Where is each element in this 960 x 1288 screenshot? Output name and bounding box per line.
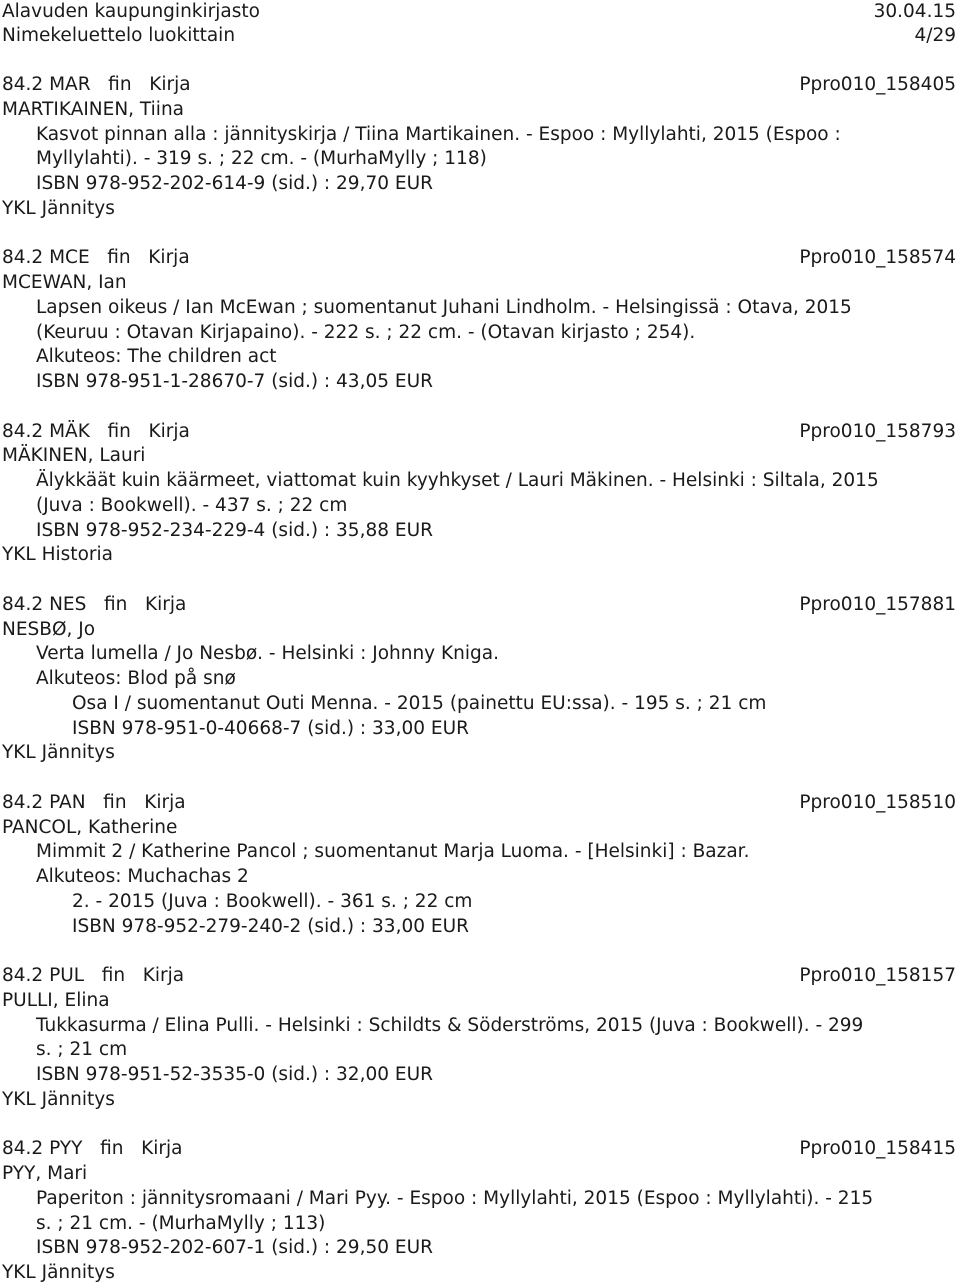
record-id: Ppro010_158415 <box>799 1138 956 1160</box>
description-line: s. ; 21 cm <box>36 1039 128 1061</box>
call-number: 84.2 NES fin Kirja <box>2 593 187 615</box>
description-line: (Juva : Bookwell). - 437 s. ; 22 cm <box>36 494 348 516</box>
call-number: 84.2 PAN fin Kirja <box>2 791 186 813</box>
author: NESBØ, Jo <box>2 618 96 640</box>
description-line: 2. - 2015 (Juva : Bookwell). - 361 s. ; 22 cm <box>72 890 473 912</box>
description-line: Kasvot pinnan alla : jännityskirja / Tiina Martikainen. - Espoo : Myllylahti, 2015 (Espoo : <box>36 123 841 145</box>
description-line: ISBN 978-952-279-240-2 (sid.) : 33,00 EUR <box>72 915 469 937</box>
call-number: 84.2 MCE fin Kirja <box>2 247 190 269</box>
description-line: Paperiton : jännitysromaani / Mari Pyy. - Espoo : Myllylahti, 2015 (Espoo : Myllylahti). - 215 <box>36 1187 874 1209</box>
author: PULLI, Elina <box>2 989 110 1011</box>
description-line: s. ; 21 cm. - (MurhaMylly ; 113) <box>36 1212 326 1234</box>
author: PANCOL, Katherine <box>2 816 178 838</box>
description-line: ISBN 978-952-202-607-1 (sid.) : 29,50 EUR <box>36 1237 433 1259</box>
description-line: ISBN 978-952-234-229-4 (sid.) : 35,88 EUR <box>36 519 433 541</box>
description-line: ISBN 978-952-202-614-9 (sid.) : 29,70 EUR <box>36 173 433 194</box>
description-line: Mimmit 2 / Katherine Pancol ; suomentanut Marja Luoma. - [Helsinki] : Bazar. <box>36 841 750 863</box>
description-line: Myllylahti). - 319 s. ; 22 cm. - (MurhaMylly ; 118) <box>36 148 487 170</box>
description-line: ISBN 978-951-0-40668-7 (sid.) : 33,00 EUR <box>72 717 469 739</box>
record-id: Ppro010_158510 <box>799 791 956 813</box>
subject-class: YKL Jännitys <box>2 197 115 219</box>
record-id: Ppro010_158793 <box>799 420 956 442</box>
call-number: 84.2 PYY fin Kirja <box>2 1138 183 1160</box>
page-number: 4/29 <box>914 25 956 46</box>
record-id: Ppro010_158157 <box>799 965 956 986</box>
author: MARTIKAINEN, Tiina <box>2 98 185 120</box>
description-line: Osa I / suomentanut Outi Menna. - 2015 (painettu EU:ssa). - 195 s. ; 21 cm <box>72 692 767 714</box>
description-line: Alkuteos: Muchachas 2 <box>36 866 249 887</box>
report-date: 30.04.15 <box>873 1 956 22</box>
call-number: 84.2 MÄK fin Kirja <box>2 420 190 442</box>
description-line: (Keuruu : Otavan Kirjapaino). - 222 s. ; 22 cm. - (Otavan kirjasto ; 254). <box>36 321 696 343</box>
description-line: Älykkäät kuin käärmeet, viattomat kuin kyyhkyset / Lauri Mäkinen. - Helsinki : Siltala, 2015 <box>36 470 879 491</box>
description-line: Lapsen oikeus / Ian McEwan ; suomentanut Juhani Lindholm. - Helsingissä : Otava, 2015 <box>36 296 852 318</box>
description-line: ISBN 978-951-52-3535-0 (sid.) : 32,00 EUR <box>36 1064 433 1085</box>
subject-class: YKL Jännitys <box>2 1262 115 1283</box>
description-line: Alkuteos: The children act <box>36 346 277 368</box>
call-number: 84.2 PUL fin Kirja <box>2 965 185 986</box>
record-id: Ppro010_158574 <box>799 247 956 269</box>
author: MCEWAN, Ian <box>2 272 127 293</box>
author: PYY, Mari <box>2 1163 88 1184</box>
record-id: Ppro010_158405 <box>799 74 956 95</box>
description-line: Alkuteos: Blod på snø <box>36 668 236 689</box>
description-line: ISBN 978-951-1-28670-7 (sid.) : 43,05 EUR <box>36 371 433 392</box>
subject-class: YKL Jännitys <box>2 742 115 764</box>
author: MÄKINEN, Lauri <box>2 445 146 467</box>
description-line: Tukkasurma / Elina Pulli. - Helsinki : Schildts & Söderströms, 2015 (Juva : Bookwell). - 299 <box>36 1014 864 1036</box>
record-id: Ppro010_157881 <box>799 593 956 615</box>
list-title: Nimekeluettelo luokittain <box>2 25 236 46</box>
call-number: 84.2 MAR fin Kirja <box>2 74 191 95</box>
library-name: Alavuden kaupunginkirjasto <box>2 1 260 22</box>
subject-class: YKL Jännitys <box>2 1088 115 1110</box>
description-line: Verta lumella / Jo Nesbø. - Helsinki : Johnny Kniga. <box>36 643 499 665</box>
subject-class: YKL Historia <box>2 544 113 566</box>
